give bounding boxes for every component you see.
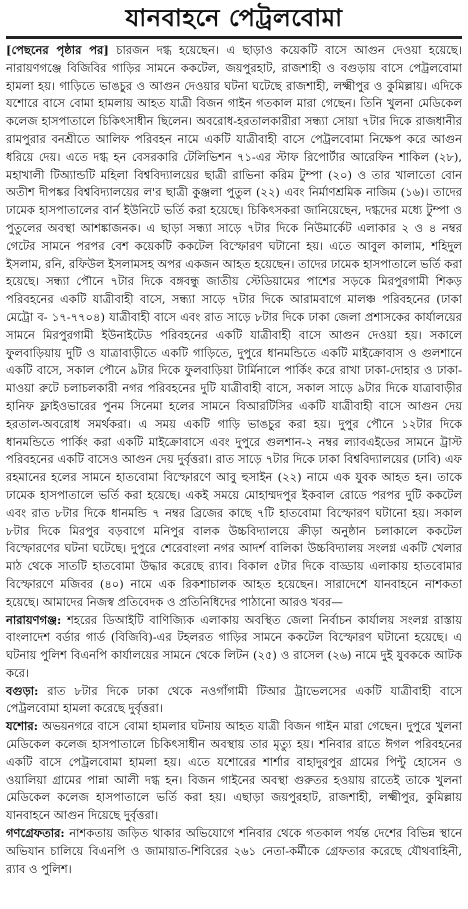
paragraph-text: শহরের ডিআইটি বাণিজ্যিক এলাকায় অবস্থিত জেলা নির্বাচন কার্যালয় সংলগ্ন রাস্তায় বাংলাদেশ বর্ডার গার্ড (বিজিবি)-এর টহলরত গাড়ির সামনে ককটেল বিস্ফোরণ ঘটানো হয়েছে। এ ঘটনায় পুলিশ বিএনপি কার্যালয়ের সামনে থেকে লিটন (২৫) ও রাসেল (২৬) নামে দুই যুবককে আটক করে। <box>6 612 462 680</box>
continuation-tag: [পেছনের পৃষ্ঠার পর] <box>6 43 109 57</box>
paragraph-text: অভয়নগরে বাসে বোমা হামলার ঘটনায় আহত যাত্রী বিজন গাইন মারা গেছেন। দুপুরে খুলনা মেডিকেল কলেজ হাসপাতালে চিকিৎসাধীন অবস্থায় তার মৃত্যু হয়। শনিবার রাতে ঈগল পরিবহনের একটি বাসে পেট্রলবোমা হামলা হয়। এতে যশোরের শার্শার বাহাদুরপুর গ্রামের পিন্টু হোসেন ও ওয়ালিয়া গ্রামের পান্না আলী দগ্ধ হন। বিজন গাইনের অবস্থা গুরুতর হওয়ায় রাতেই তাকে খুলনা মেডিকেল কলেজ হাসপাতালে ভর্তি করা হয়। এছাড়া জয়পুরহাট, রাজশাহী, লক্ষ্মীপুর, কুমিল্লায় যানবাহনে আগুন দিয়েছে দুর্বৃত্তরা। <box>6 719 462 823</box>
dateline: গণগ্রেফতার: <box>6 826 65 841</box>
article-paragraph <box>6 683 462 719</box>
paragraph-text: নাশকতায় জড়িত থাকার অভিযোগে শনিবার থেকে গতকাল পর্যন্ত দেশের বিভিন্ন স্থানে অভিযান চালিয়ে বিএনপি ও জামায়াত-শিবিরের ২৬১ নেতা-কর্মীকে গ্রেফতার করেছে যৌথবাহিনী, র‌্যাব ও পুলিশ। <box>6 826 462 876</box>
headline-box <box>6 0 462 36</box>
article-paragraph <box>6 42 462 612</box>
headline: যানবাহনে পেট্রলবোমা <box>125 4 343 32</box>
dateline: নারায়ণগঞ্জ: <box>6 612 62 627</box>
paragraph-text: চারজন দগ্ধ হয়েছেন। এ ছাড়াও কয়েকটি বাসে আগুন দেওয়া হয়েছে। নারায়ণগঞ্জে বিজিবির গাড়ির সামনে ককটেল, জয়পুরহাট, রাজশাহী ও বগুড়ায় বাসে পেট্রলবোমা হামলা হয়। গাড়িতে ভাঙচুর ও আগুন দেওয়ার ঘটনা ঘটেছে রাজশাহী, লক্ষ্মীপুর ও কুমিল্লায়। এদিকে যশোরে বাসে বোমা হামলায় আহত যাত্রী বিজন গাইন গতকাল মারা গেছেন। তিনি খুলনা মেডিকেল কলেজ হাসপাতালে চিকিৎসাধীন ছিলেন। অবরোধ-হরতালকারীরা সন্ধ্যা সোয়া ৭টার দিকে রাজধানীর রামপুরার বনশ্রীতে আলিফ পরিবহন নামে একটি যাত্রীবাহী বাসে পেট্রলবোমা নিক্ষেপ করে আগুন ধরিয়ে দেয়। এতে দগ্ধ হন বেসরকারি টেলিভিশন ৭১-এর স্টাফ রিপোর্টার আরেফিন শাকিল (২৮), মহাখালী টিঅ্যান্ডটি মহিলা বিশ্ববিদ্যালয়ের ছাত্রী রাভিনা করিম টুম্পা (২০) ও তার খালাতো বোন অতীশ দীপঙ্কর বিশ্ববিদ্যালয়ের ল'র ছাত্রী কুঞ্জলা পুতুল (২২) এবং নির্মাণশ্রমিক নাজিম (১৬)। তাদের ঢামেক হাসপাতালের বার্ন ইউনিটে ভর্তি করা হয়েছে। চিকিৎসকরা জানিয়েছেন, দগ্ধদের মধ্যে টুম্পা ও পুতুলের অবস্থা আশঙ্কাজনক। এ ছাড়া সন্ধ্যা সাড়ে ৭টার দিকে নিউমার্কেট এলাকার ২ ও ৪ নম্বর গেটের সামনে পরপর বেশ কয়েকটি ককটেল বিস্ফোরণ ঘটানো হয়। এতে আবুল কালাম, শহিদুল ইসলাম, রনি, রফিউল ইসলামসহ অপর একজন আহত হয়েছেন। তাদের ঢামেক হাসপাতালে ভর্তি করা হয়েছে। সন্ধ্যা পৌনে ৭টার দিকে বঙ্গবন্ধু জাতীয় স্টেডিয়ামের পাশের সড়কে মিরপুরগামী শিকড় পরিবহনের একটি যাত্রীবাহী বাসে, সন্ধ্যা সাড়ে ৭টার দিকে আরামবাগে মালঞ্চ পরিবহনের (ঢাকা মেট্রো ব- ১৭-৭৭০৪) যাত্রীবাহী বাসে এবং রাত সাড়ে ৮টার দিকে ঢাকা জেলা প্রশাসকের কার্যালয়ের সামনে মিরপুরগামী ইউনাইটেড পরিবহনের একটি যাত্রীবাহী বাসে আগুন দেওয়া হয়। সকালে ফুলবাড়িয়ায় দুটি ও যাত্রাবাড়ীতে একটি গাড়িতে, দুপুরে ধানমন্ডিতে একটি মাইক্রোবাস ও গুলশানে একটি বাসে, সকাল পৌনে ৯টার দিকে ফুলবাড়িয়া টার্মিনালে পার্কিং করে রাখা ঢাকা-দোহার ও ঢাকা-মাওয়া রুটে চলাচলকারী নগর পরিবহনের দুটি যাত্রীবাহী বাসে, সকাল সাড়ে ৯টার দিকে যাত্রাবাড়ীর হানিফ ফ্লাইওভারের পুনম সিনেমা হলের সামনে বিআরটিসির একটি যাত্রীবাহী বাসে আগুন দেয় হরতাল-অবরোধ সমর্থকরা। এ সময় একটি গাড়ি ভাঙচুর করা হয়। দুপুর পৌনে ১২টার দিকে ধানমন্ডিতে পার্কিং করা একটি মাইক্রোবাসে এবং দুপুরে গুলশান-২ নম্বর ল্যাবএইডের সামনে ট্রাস্ট পরিবহনের একটি বাসেও আগুন দেয় দুর্বৃত্তরা। রাত সাড়ে ৭টার দিকে ঢাকা বিশ্ববিদ্যালয়ের (ঢাবি) এফ রহমানের হলের সামনে হাতবোমা বিস্ফোরণে আবু হুসাইন (২২) নামে এক যুবক আহত হন। তাকে ঢামেক হাসপাতালে ভর্তি করা হয়েছে। একই সময়ে মোহাম্মদপুর ইকবাল রোডে পরপর দুটি ককটেল এবং রাত ৮টার দিকে ধানমন্ডি ৭ নম্বর ব্রিজের কাছে ৭টি হাতবোমা বিস্ফোরণ ঘটানো হয়। সকাল ৮টার দিকে মিরপুর বড়বাগে মনিপুর বালক উচ্চবিদ্যালয়ে ক্রীড়া অনুষ্ঠান চলাকালে ককটেল বিস্ফোরণের ঘটনা ঘটেছে। দুপুরে শেরেবাংলা নগর আদর্শ বালিকা উচ্চবিদ্যালয় সংলগ্ন একটি খেলার মাঠ থেকে সাতটি হাতবোমা উদ্ধার করেছে র‌্যাব। বিকাল ৫টার দিকে বাড্ডায় এলাকায় হাতবোমার বিস্ফোরণে মজিবর (৪০) নামে এক রিকশাচালক আহত হয়েছেন। সারাদেশে যানবাহনে নাশকতা হয়েছে। আমাদের নিজস্ব প্রতিবেদক ও প্রতিনিধিদের পাঠানো আরও খবর— <box>6 43 463 609</box>
paragraph-text: রাত ৮টার দিকে ঢাকা থেকে নওগাঁগামী টিআর ট্রাভেলসের একটি যাত্রীবাহী বাসে পেট্রলবোমা হামলা করেছে দুর্বৃত্তরা। <box>6 683 462 716</box>
headline-rule <box>6 36 462 39</box>
article-paragraph <box>6 612 462 683</box>
article-body <box>6 42 462 878</box>
dateline: বগুড়া: <box>6 683 39 698</box>
article-paragraph <box>6 718 462 825</box>
article-paragraph <box>6 825 462 878</box>
dateline: যশোর: <box>6 719 38 734</box>
